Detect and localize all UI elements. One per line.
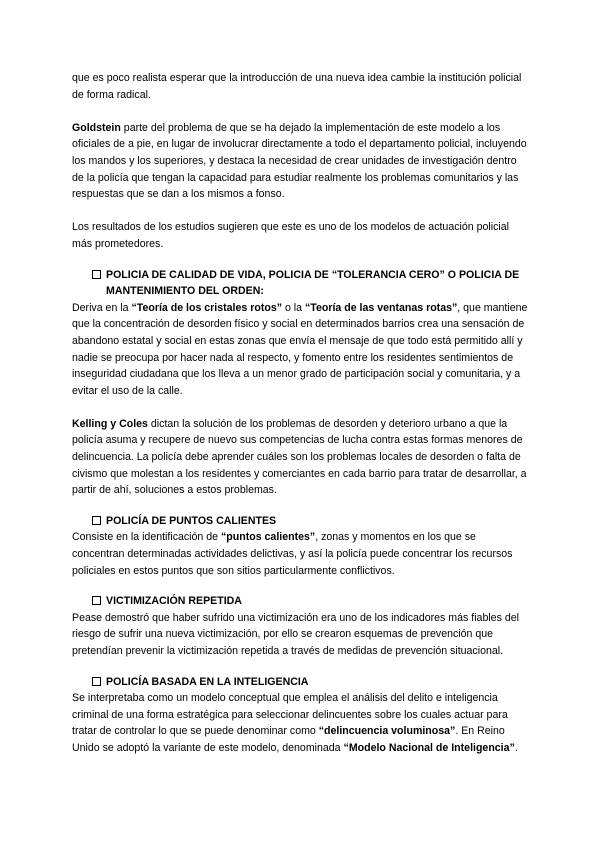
bold-term: “Modelo Nacional de Inteligencia”: [343, 741, 515, 754]
document-body: [72, 70, 528, 773]
section-heading: POLICIA DE CALIDAD DE VIDA, POLICIA DE “TOLERANCIA CERO” O POLICIA DE MANTENIMIENTO DEL ORDEN:: [72, 267, 528, 300]
bold-term: “puntos calientes”: [221, 531, 316, 544]
paragraph: Se interpretaba como un modelo conceptual que emplea el análisis del delito e inteligencia criminal de una forma estratégica para seleccionar delincuentes sobre los cuales actuar para tratar de controlar lo que se puede denominar como “delincuencia voluminosa”. En Reino Unido se adoptó la variante de este modelo, denominada “Modelo Nacional de Inteligencia”.: [72, 692, 518, 754]
paragraph: Deriva en la “Teoría de los cristales rotos” o la “Teoría de las ventanas rotas”, que mantiene que la concentración de desorden físico y social en determinados barrios crea una sensación de abandono estatal y social en estas zonas que envía el mensaje de que todo está permitido allí y nadie se preocupa por hacer nada al respecto, y fomento entre los residentes sentimientos de inseguridad ciudadana que los lleva a un menor grado de participación social y comunitaria, y a evitar el uso de la calle.: [72, 301, 528, 397]
bold-term: “Teoría de las ventanas rotas”: [304, 301, 458, 314]
checkbox-bullet-icon: [92, 516, 101, 525]
bold-term: “delincuencia voluminosa”: [318, 725, 456, 738]
paragraph: Goldstein parte del problema de que se ha dejado la implementación de este modelo a los oficiales de a pie, en lugar de involucrar directamente a todo el departamento policial, incluyendo los mandos y los superiores, y destaca la necesidad de crear unidades de investigación dentro de la policía que tengan la capacidad para estudiar realmente los problemas comunitarios y las respuestas que se dan a los mismos a fonso.: [72, 121, 527, 201]
paragraph: que es poco realista esperar que la introducción de una nueva idea cambie la institución policial de forma radical.: [72, 72, 522, 101]
paragraph: Pease demostró que haber sufrido una victimización era uno de los indicadores más fiables del riesgo de sufrir una nueva victimización, por ello se crearon esquemas de prevención que pretendían prevenir la victimización repetida a través de medidas de prevención situacional.: [72, 611, 519, 657]
paragraph: Kelling y Coles dictan la solución de los problemas de desorden y deterioro urbano a que la policía asuma y recupere de nuevo sus competencias de lucha contra estas formas menores de delincuencia. La policía debe aprender cuáles son los problemas locales de desorden o falta de civismo que molestan a los residentes y comerciantes en cada barrio para tratar de desarrollar, a partir de ahí, soluciones a estos problemas.: [72, 417, 527, 497]
section-heading: POLICÍA DE PUNTOS CALIENTES: [72, 513, 528, 530]
paragraph: Los resultados de los estudios sugieren que este es uno de los modelos de actuación policial más prometedores.: [72, 221, 509, 250]
bold-term: Goldstein: [72, 121, 121, 134]
section-heading: VICTIMIZACIÓN REPETIDA: [72, 593, 528, 610]
paragraph: Consiste en la identificación de “puntos calientes”, zonas y momentos en los que se concentran determinadas actividades delictivas, y así la policía puede concentrar los recursos policiales en estos puntos que son sitios particularmente conflictivos.: [72, 531, 513, 577]
checkbox-bullet-icon: [92, 270, 101, 279]
bold-term: “Teoría de los cristales rotos”: [131, 301, 283, 314]
bold-term: Kelling y Coles: [72, 417, 148, 430]
section-heading: POLICÍA BASADA EN LA INTELIGENCIA: [72, 674, 528, 691]
checkbox-bullet-icon: [92, 677, 101, 686]
checkbox-bullet-icon: [92, 596, 101, 605]
